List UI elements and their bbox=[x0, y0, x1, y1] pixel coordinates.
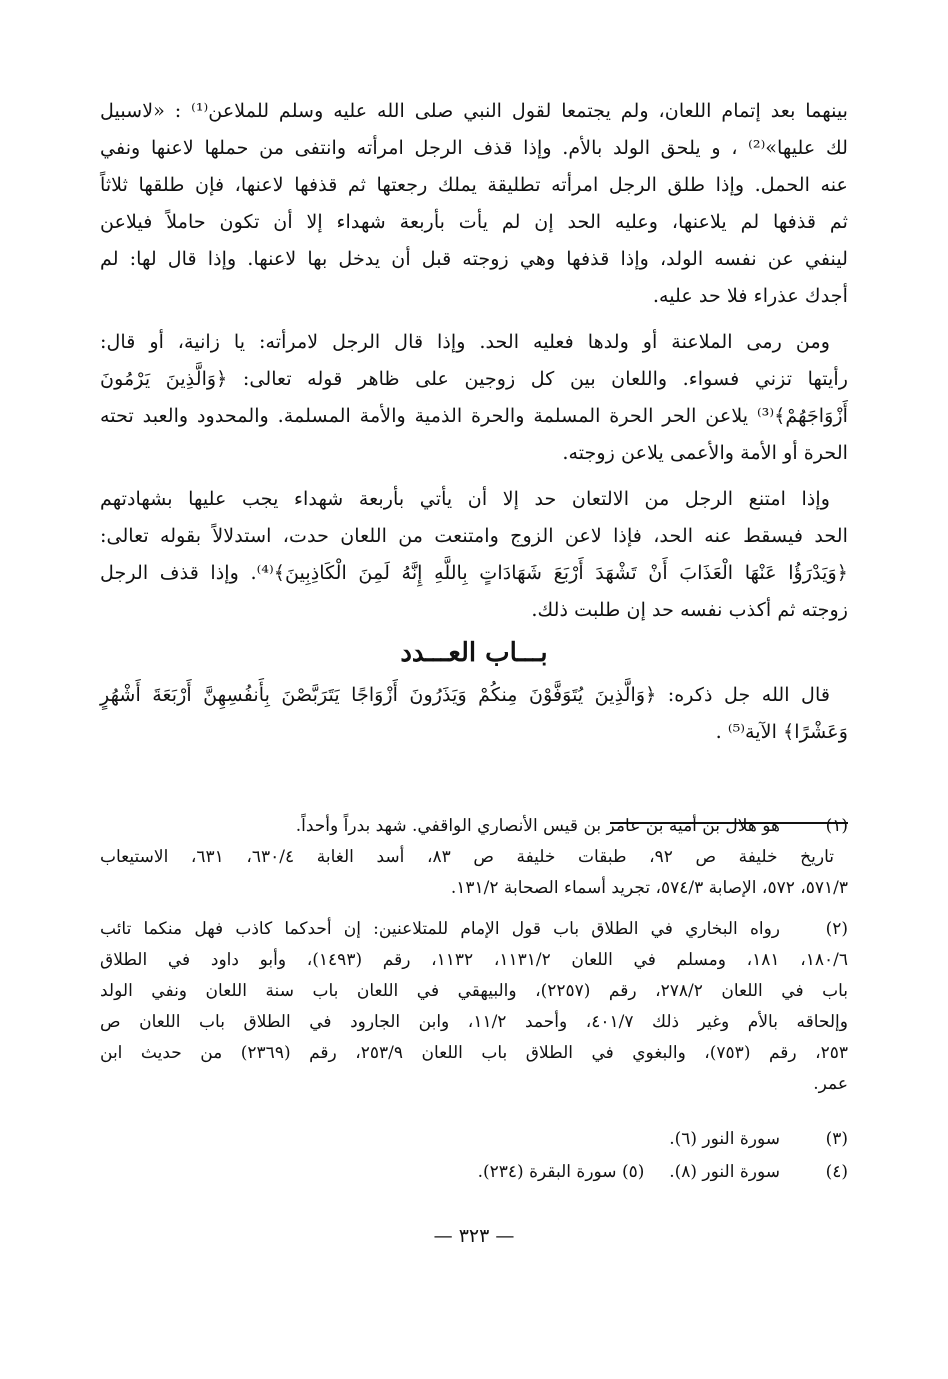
footnote-line: ٢٥٣، رقم (٧٥٣)، والبغوي في الطلاق باب اللعان ٢٥٣/٩، رقم (٢٣٦٩) من حديث ابن bbox=[100, 1043, 848, 1063]
footnote-line: عمر. bbox=[813, 1074, 848, 1094]
page-number: — ٣٢٣ — bbox=[433, 1225, 515, 1247]
main-text bbox=[100, 92, 848, 759]
footnote-3 bbox=[100, 1124, 848, 1155]
footnote-number: (١) bbox=[825, 816, 848, 836]
text-line: وَعَشْرًا﴾ الآية⁽⁵⁾ . bbox=[715, 720, 848, 743]
footnote-line: باب في اللعان ٢٧٨/٢، رقم (٢٢٥٧)، والبيهقي في اللعان باب سنة اللعان ونفي الولد bbox=[100, 981, 849, 1001]
text-line: ومن رمى الملاعنة أو ولدها فعليه الحد. وإذا قال الرجل لامرأته: يا زانية، أو قال: bbox=[100, 330, 830, 353]
footnote-line: ٥٧١/٣، ٥٧٢، الإصابة ٥٧٤/٣، تجريد أسماء الصحابة ١٣١/٢. bbox=[450, 878, 848, 898]
footnote-number: (٥) bbox=[621, 1162, 645, 1182]
text-line: عنه الحمل. وإذا طلق الرجل امرأته تطليقة يملك رجعتها ثم قذفها لاعنها، فإن طلقها ثلاثاً bbox=[100, 173, 848, 196]
text-line: ﴿وَيَدْرَؤُا عَنْهَا الْعَذَابَ أَنْ تَشْهَدَ أَرْبَعَ شَهَادَاتٍ بِاللَّهِ إِنَّهُ لَمِنَ الْكَاذِبِينَ﴾⁽⁴⁾. وإذا قذف الرجل bbox=[100, 561, 848, 584]
footnote-line: ١٨٠/٦، ١٨١، ومسلم في اللعان ١١٣١/٢، ١١٣٢، رقم (١٤٩٣)، وأبو داود في الطلاق bbox=[100, 950, 848, 970]
text-line: ثم قذفها لم يلاعنها، وعليه الحد إن لم يأت بأربعة شهداء إلا أن تكون حاملاً فيلاعن bbox=[100, 210, 848, 233]
text-line: رأيتها تزني فسواء. واللعان بين كل زوجين على ظاهر قوله تعالى: ﴿وَالَّذِينَ يَرْمُونَ bbox=[100, 367, 848, 390]
footnote-number: (٢) bbox=[825, 919, 848, 939]
footnote-4-5 bbox=[100, 1157, 848, 1188]
footnote-number: (٤) bbox=[825, 1162, 848, 1182]
text-line: الحد فيسقط عنه الحد، فإذا لاعن الزوج وامتنعت من اللعان حدت، استدلالاً بقوله تعالى: bbox=[100, 524, 848, 547]
text-line: أجدك عذراء فلا حد عليه. bbox=[652, 284, 848, 307]
footnote-2 bbox=[100, 914, 848, 1100]
paragraph-3 bbox=[100, 480, 848, 628]
footnote-number: (٣) bbox=[825, 1129, 848, 1149]
text-line: قال الله جل ذكره: ﴿وَالَّذِينَ يُتَوَفَّوْنَ مِنكُمْ وَيَذَرُونَ أَزْوَاجًا يَتَرَبَّصْنَ بِأَنفُسِهِنَّ أَرْبَعَةَ أَشْهُرٍ bbox=[100, 683, 830, 706]
text-line: لينفي عن نفسه الولد، وإذا قذفها وهي زوجته قبل أن يدخل بها لاعنها. وإذا قال لها: لم bbox=[100, 247, 848, 270]
text-line: وإذا امتنع الرجل من الالتعان حد إلا أن يأتي بأربعة شهداء يجب عليها بشهادتهم bbox=[100, 487, 830, 510]
footnote-line: سورة النور (٨). bbox=[669, 1162, 780, 1182]
footnote-line: وإلحاقه بالأم وغير ذلك ٤٠١/٧، وأحمد ١١/٢، وابن الجارود في الطلاق باب اللعان ص bbox=[100, 1012, 848, 1032]
footnote-line: سورة النور (٦). bbox=[669, 1129, 780, 1149]
footnote-line: رواه البخاري في الطلاق باب قول الإمام للمتلاعنين: إن أحدكما كاذب فهل منكما تائب bbox=[100, 919, 780, 939]
paragraph-2 bbox=[100, 323, 848, 471]
footnote-line: تاريخ خليفة ص ٩٢، طبقات خليفة ص ٨٣، أسد الغابة ٦٣٠/٤، ٦٣١، الاستيعاب bbox=[100, 847, 834, 867]
text-line: لك عليها»⁽²⁾ ، و يلحق الولد بالأم. وإذا قذف الرجل امرأته وانتفى من حملها لاعنها ونفي bbox=[100, 136, 848, 159]
text-line: زوجته ثم أكذب نفسه حد إن طلبت ذلك. bbox=[531, 598, 848, 621]
text-line: أَزْوَاجَهُمْ﴾⁽³⁾ يلاعن الحر الحرة المسلمة والحرة الذمية والأمة المسلمة. والمحدود والعبد تحته bbox=[100, 404, 848, 427]
chapter-title: بـــاب العـــدد bbox=[400, 638, 548, 668]
footnote-1 bbox=[100, 811, 848, 904]
footnote-line: سورة البقرة (٢٣٤). bbox=[477, 1162, 617, 1182]
paragraph-1 bbox=[100, 92, 848, 314]
text-line: الحرة أو الأمة والأعمى يلاعن زوجته. bbox=[562, 441, 848, 464]
chapter-paragraph bbox=[100, 676, 848, 750]
footnote-line: هو هلال بن أمية بن عامر بن قيس الأنصاري الواقفي. شهد بدراً وأحداً. bbox=[295, 816, 780, 836]
text-line: بينهما بعد إتمام اللعان، ولم يجتمعا لقول النبي صلى الله عليه وسلم للملاعن⁽¹⁾ : «لاسبيل bbox=[100, 99, 848, 122]
